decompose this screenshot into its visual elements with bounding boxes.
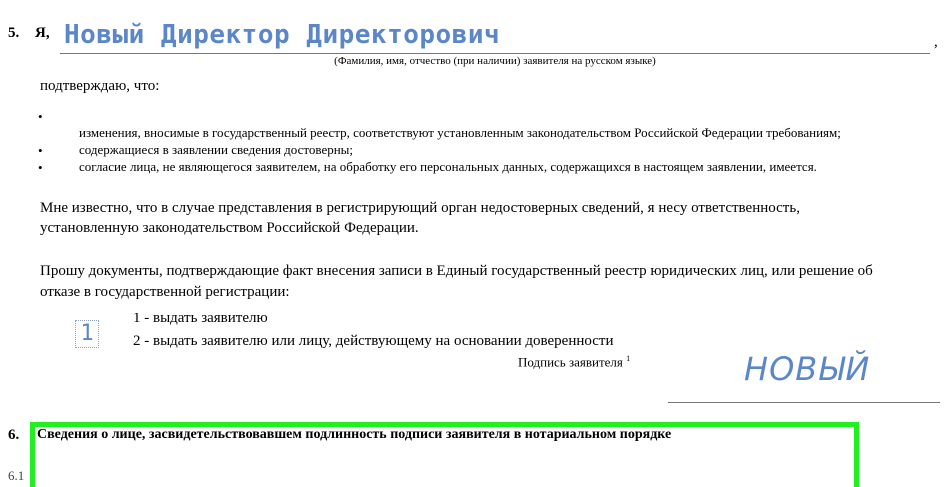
confirm-lead-text: подтверждаю, что: xyxy=(40,78,160,94)
request-text-line-2: отказе в государственной регистрации: xyxy=(40,284,290,300)
request-text-line-1: Прошу документы, подтверждающие факт внесения записи в Единый государственный реестр юридических лиц, или решение об xyxy=(40,263,873,279)
delivery-option-2: 2 - выдать заявителю или лицу, действующему на основании доверенности xyxy=(133,333,614,349)
confirm-item-2: содержащиеся в заявлении сведения достоверны; xyxy=(79,142,354,157)
section-5-prefix: Я, xyxy=(35,25,50,41)
delivery-choice-field[interactable]: 1 xyxy=(75,320,99,348)
section-6-next-line-fragment: 6.1 xyxy=(8,468,25,483)
bullet-marker: • xyxy=(38,160,43,175)
applicant-name-field[interactable]: Новый Директор Директорович xyxy=(64,20,501,50)
section-6-title: Сведения о лице, засвидетельствовавшем подлинность подписи заявителя в нотариальном порядке xyxy=(37,427,672,442)
signature-label xyxy=(518,354,630,370)
name-trailing-comma: , xyxy=(934,34,938,50)
section-6-number: 6. xyxy=(8,427,20,443)
signature-field[interactable]: НОВЫЙ xyxy=(744,350,871,388)
signature-label-text: Подпись заявителя xyxy=(518,354,623,370)
responsibility-text-line-2: установленную законодательством Российской Федерации. xyxy=(40,220,419,236)
applicant-name-caption: (Фамилия, имя, отчество (при наличии) заявителя на русском языке) xyxy=(334,55,656,67)
confirm-item-1: изменения, вносимые в государственный реестр, соответствуют установленным законодательством Российской Федерации требованиям; xyxy=(79,125,841,140)
signature-underline xyxy=(668,402,940,403)
delivery-option-1 xyxy=(133,313,268,329)
responsibility-text-line-1: Мне известно, что в случае представления в регистрирующий орган недостоверных сведений, я несу ответственность, xyxy=(40,200,800,216)
bullet-marker: • xyxy=(38,109,43,124)
section-5-number: 5. xyxy=(8,25,20,41)
applicant-name-underline xyxy=(60,53,930,54)
signature-footnote: 1 xyxy=(626,354,631,363)
delivery-option-1-text: 1 - выдать заявителю xyxy=(133,313,268,326)
confirm-item-3: согласие лица, не являющегося заявителем, на обработку его персональных данных, содержащихся в настоящем заявлении, имеется. xyxy=(79,159,817,174)
bullet-marker: • xyxy=(38,143,43,158)
